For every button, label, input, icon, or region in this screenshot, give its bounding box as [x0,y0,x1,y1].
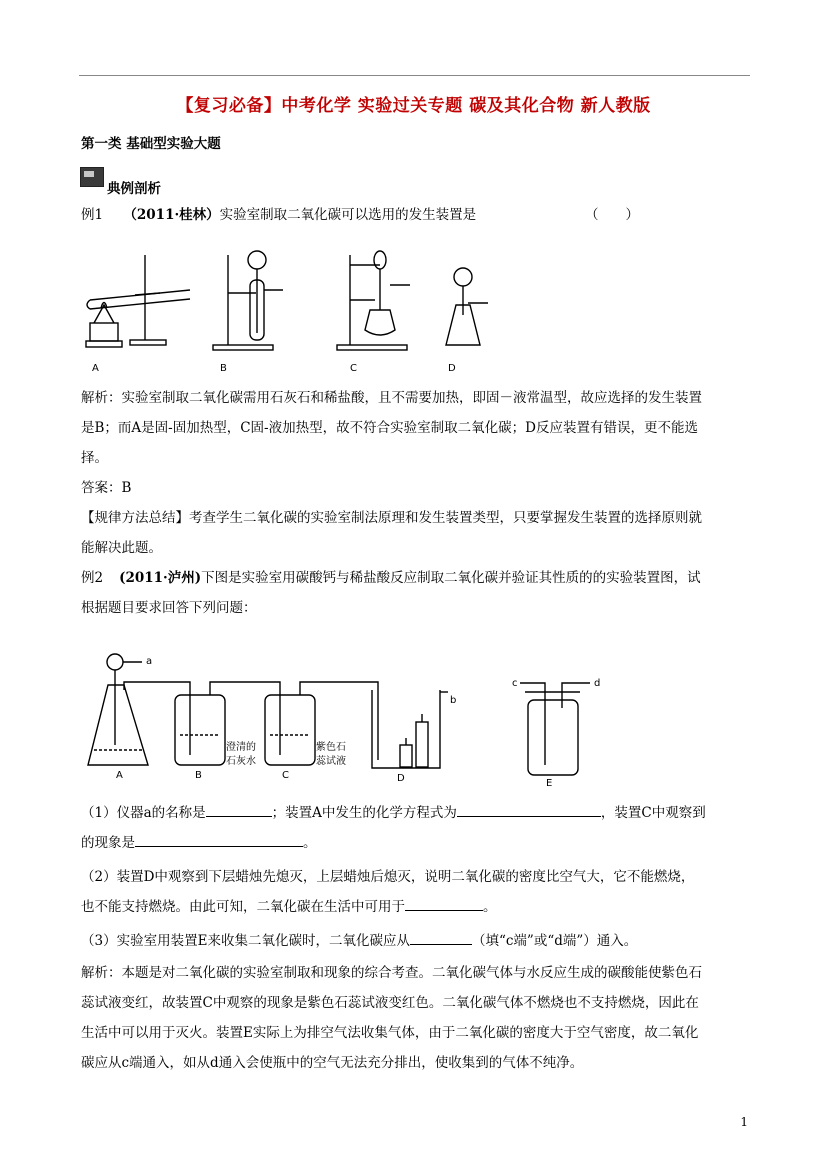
example2-intro [81,563,751,623]
page-number: 1 [740,1115,748,1129]
q2-text: （2）装置D中观察到下层蜡烛先熄灭，上层蜡烛后熄灭，说明二氧化碳的密度比空气大，它不能燃烧， [81,869,695,885]
q3-text: （3）实验室用装置E来收集二氧化碳时，二氧化碳应从 [81,933,410,949]
example1-summary-line: 能解决此题。 [81,540,162,556]
example2-q1 [81,798,751,858]
answer-blank[interactable] [405,896,483,911]
example2-intro-line: 根据题目要求回答下列问题： [81,600,257,616]
answer-blank[interactable] [410,930,472,945]
page-title: 【复习必备】中考化学 实验过关专题 碳及其化合物 新人教版 [176,96,651,116]
answer-blank[interactable] [457,802,601,817]
figure1-label-b: B [220,363,227,374]
q2-text: 。 [483,899,497,915]
apparatus-d-icon [448,245,508,355]
label-D: D [397,773,405,784]
example1-figure [80,245,500,380]
apparatus-b-icon [208,245,288,355]
example2-figure [80,650,620,790]
q1-text: 。 [303,835,317,851]
example1-summary-line: 【规律方法总结】考查学生二氧化碳的实验室制法原理和发生装置类型，只要掌握发生装置的选择原则就 [81,510,702,526]
q1-text: （1）仪器a的名称是 [81,805,206,821]
example2-analysis [81,958,751,1078]
label-c: c [512,678,518,689]
label-b: b [450,695,457,706]
header-rule [79,75,750,76]
blackboard-icon [80,167,104,187]
q3-text: （填“c端”或“d端”）通入。 [471,933,638,949]
example2-analysis-line: 解析：本题是对二氧化碳的实验室制取和现象的综合考查。二氧化碳气体与水反应生成的碳酸能使紫色石 [81,965,702,981]
co2-apparatus-icon [80,650,620,790]
label-limewater: 澄清的 [226,742,256,753]
example1-answer: 答案：B [81,480,132,496]
apparatus-c-icon [335,245,415,355]
example2-analysis-line: 蕊试液变红，故装置C中观察的现象是紫色石蕊试液变红色。二氧化碳气体不燃烧也不支持燃烧，因此在 [81,995,699,1011]
example1-label: 例1 [81,207,104,223]
example1-analysis-line: 择。 [81,450,108,466]
label-E: E [546,778,553,789]
figure1-label-a: A [92,363,99,374]
label-C: C [282,770,289,781]
example1-analysis [81,383,751,563]
example1-answer-bracket: （ ） [585,207,639,223]
example1-source: （2011·桂林） [123,207,220,223]
example1-analysis-line: 解析：实验室制取二氧化碳需用石灰石和稀盐酸，且不需要加热，即固－液常温型，故应选择的发生装置 [81,390,702,406]
answer-blank[interactable] [135,832,303,847]
label-A: A [116,770,123,781]
q1-text: ，装置C中观察到 [600,805,706,821]
section-subheading: 典例剖析 [107,181,161,197]
label-litmus: 紫色石 [316,742,346,753]
section-heading: 第一类 基础型实验大题 [81,136,221,152]
example2-analysis-line: 生活中可以用于灭火。装置E实际上为排空气法收集气体，由于二氧化碳的密度大于空气密度，故二氧化 [81,1025,699,1041]
figure1-label-d: D [448,363,456,374]
example2-source: (2011·泸州) [119,570,202,586]
q1-text: ；装置A中发生的化学方程式为 [271,805,457,821]
label-a: a [146,656,153,667]
apparatus-a-icon [80,245,190,355]
example2-q2 [81,862,751,922]
example2-q3 [81,926,751,956]
example2-intro-line: 下图是实验室用碳酸钙与稀盐酸反应制取二氧化碳并验证其性质的的实验装置图，试 [201,570,701,586]
label-B: B [195,770,202,781]
example2-label: 例2 [81,570,104,586]
example1-analysis-line: 是B；而A是固-固加热型，C固-液加热型，故不符合实验室制取二氧化碳；D反应装置有错误，更不能选 [81,420,698,436]
example1-question-text: 实验室制取二氧化碳可以选用的发生装置是 [219,207,477,223]
q2-text: 也不能支持燃烧。由此可知，二氧化碳在生活中可用于 [81,899,405,915]
label-litmus: 蕊试液 [316,756,346,767]
figure1-label-c: C [350,363,357,374]
example1-question [81,206,476,224]
q1-text: 的现象是 [81,835,135,851]
answer-blank[interactable] [206,802,272,817]
label-d: d [594,678,601,689]
example2-analysis-line: 碳应从c端通入，如从d通入会使瓶中的空气无法充分排出，使收集到的气体不纯净。 [81,1055,584,1071]
label-limewater: 石灰水 [226,756,256,767]
